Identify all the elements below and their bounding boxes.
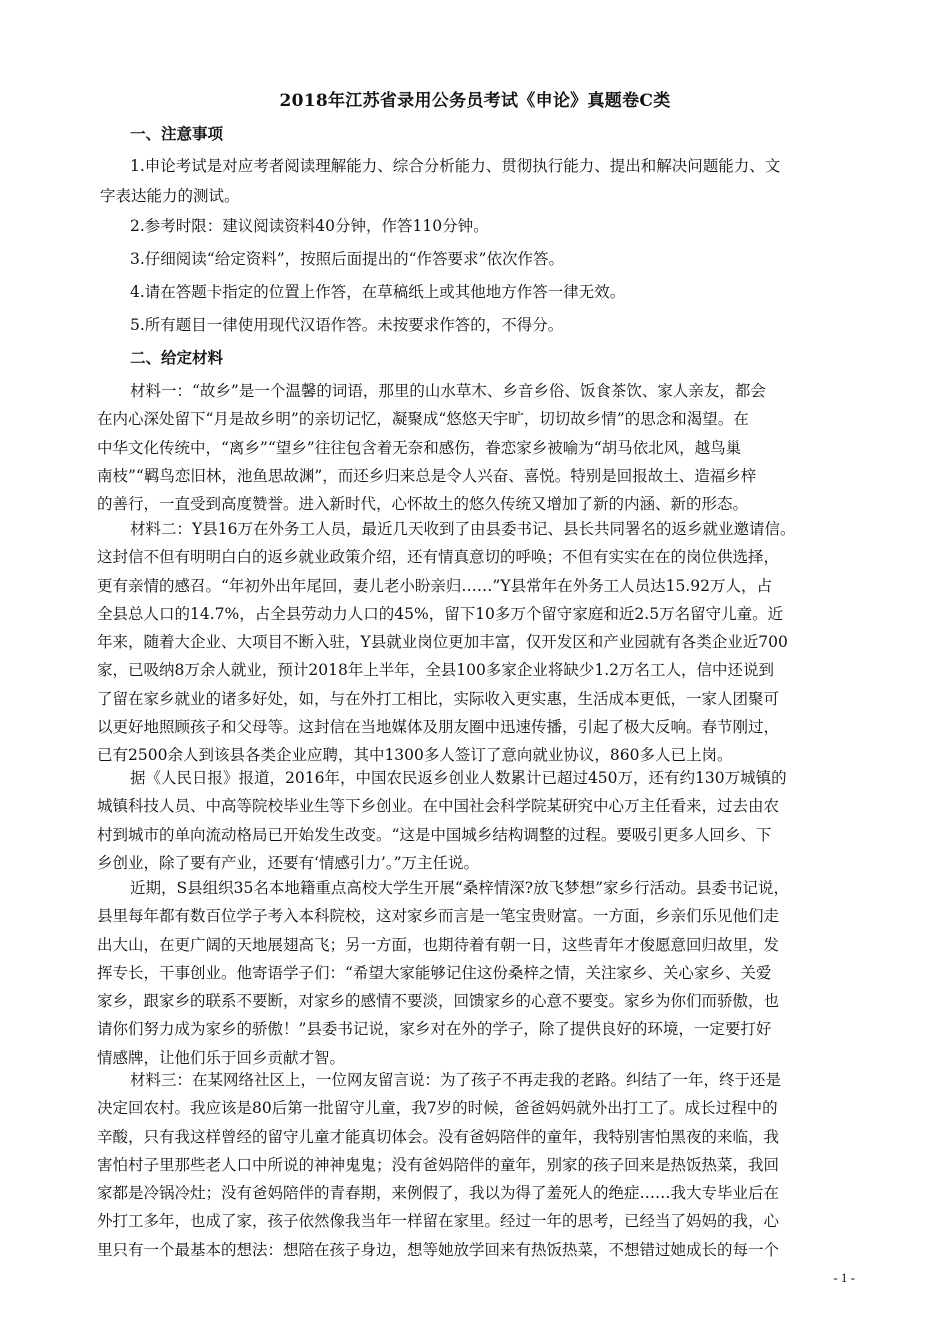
notice-item-text: 2.参考时限：建议阅读资料40分钟，作答110分钟。 xyxy=(130,217,489,235)
notice-item-text-cont: 字表达能力的测试。 xyxy=(100,187,240,205)
paragraph-line: 家乡，跟家乡的联系不要断，对家乡的感情不要淡，回馈家乡的心意不要变。家乡为你们而骄傲，也 xyxy=(97,992,780,1011)
notice-item-text: 3.仔细阅读“给定资料”，按照后面提出的“作答要求”依次作答。 xyxy=(130,250,564,268)
notice-item-1 xyxy=(100,151,850,211)
paragraph-line: 挥专长，干事创业。他寄语学子们：“希望大家能够记住这份桑梓之情，关注家乡、关心家乡、关爱 xyxy=(97,963,772,982)
paragraph-line: 材料三：在某网络社区上，一位网友留言说：为了孩子不再走我的老路。纠结了一年，终于还是 xyxy=(130,1071,782,1089)
paragraph-line: 了留在家乡就业的诸多好处，如，与在外打工相比，实际收入更实惠，生活成本更低，一家人团聚可 xyxy=(97,689,780,708)
paragraph-line: 更有亲情的感召。“年初外出年尾回，妻儿老小盼亲归……”Y县常年在外务工人员达15.92万人，占 xyxy=(97,576,772,595)
notice-item-text: 4.请在答题卡指定的位置上作答，在草稿纸上或其他地方作答一律无效。 xyxy=(130,283,626,301)
section-heading-notes: 一、注意事项 xyxy=(130,124,224,143)
paragraph-line: 家，已吸纳8万余人就业，预计2018年上半年，全县100多家企业将缺少1.2万名工人，信中还说到 xyxy=(97,661,775,680)
material-paragraph-2 xyxy=(97,515,855,770)
paragraph-line: 外打工多年，也成了家，孩子依然像我当年一样留在家里。经过一年的思考，已经当了妈妈的我，心 xyxy=(97,1212,780,1231)
paragraph-line: 害怕村子里那些老人口中所说的神神鬼鬼；没有爸妈陪伴的童年，别家的孩子回来是热饭热菜，我回 xyxy=(97,1155,780,1174)
page-number: - 1 - xyxy=(833,1270,855,1285)
notice-item-text: 1.申论考试是对应考者阅读理解能力、综合分析能力、贯彻执行能力、提出和解决问题能力、文 xyxy=(130,157,781,175)
paragraph-line: 出大山，在更广阔的天地展翅高飞；另一方面，也期待着有朝一日，这些青年才俊愿意回归故里，发 xyxy=(97,935,780,954)
paragraph-line: 据《人民日报》报道，2016年，中国农民返乡创业人数累计已超过450万，还有约130万城镇的 xyxy=(130,769,787,787)
paragraph-line: 已有2500余人到该县各类企业应聘，其中1300多人签订了意向就业协议，860多人已上岗。 xyxy=(97,746,733,765)
paragraph-line: 南枝”“羁鸟恋旧林，池鱼思故渊”，而还乡归来总是令人兴奋、喜悦。特别是回报故土、造福乡梓 xyxy=(97,466,757,485)
paragraph-line: 这封信不但有明明白白的返乡就业政策介绍，还有情真意切的呼唤；不但有实实在在的岗位供选择， xyxy=(97,548,780,567)
paragraph-line: 情感牌，让他们乐于回乡贡献才智。 xyxy=(97,1048,346,1067)
paragraph-line: 材料一：“故乡”是一个温馨的词语，那里的山水草木、乡音乡俗、饭食茶饮、家人亲友，都会 xyxy=(130,382,766,400)
paragraph-line: 里只有一个最基本的想法：想陪在孩子身边，想等她放学回来有热饭热菜，不想错过她成长的每一个 xyxy=(97,1240,780,1259)
paragraph-line: 决定回农村。我应该是80后第一批留守儿童，我7岁的时候，爸爸妈妈就外出打工了。成长过程中的 xyxy=(97,1099,778,1118)
paragraph-line: 的善行，一直受到高度赞誉。进入新时代，心怀故土的悠久传统又增加了新的内涵、新的形态。 xyxy=(97,495,749,514)
paragraph-line: 在内心深处留下“月是故乡明”的亲切记忆，凝聚成“悠悠天宇旷，切切故乡情”的思念和渴望。在 xyxy=(97,410,749,429)
notice-item-2 xyxy=(100,211,850,241)
material-paragraph-1 xyxy=(97,377,855,518)
paragraph-line: 家都是冷锅冷灶；没有爸妈陪伴的青春期，来例假了，我以为得了羞死人的绝症……我大专毕业后在 xyxy=(97,1184,780,1203)
section-heading-materials: 二、给定材料 xyxy=(130,348,224,367)
paragraph-line: 乡创业，除了要有产业，还要有‘情感引力’。”万主任说。 xyxy=(97,853,480,872)
paragraph-line: 城镇科技人员、中高等院校毕业生等下乡创业。在中国社会科学院某研究中心万主任看来，过去由农 xyxy=(97,797,780,816)
material-paragraph-4 xyxy=(97,874,855,1072)
paragraph-line: 辛酸，只有我这样曾经的留守儿童才能真切体会。没有爸妈陪伴的童年，我特别害怕黑夜的来临，我 xyxy=(97,1127,780,1146)
paragraph-line: 村到城市的单向流动格局已开始发生改变。“这是中国城乡结构调整的过程。要吸引更多人回乡、下 xyxy=(97,825,772,844)
notice-item-5 xyxy=(100,310,850,340)
paragraph-line: 请你们努力成为家乡的骄傲！”县委书记说，家乡对在外的学子，除了提供良好的环境，一定要打好 xyxy=(97,1020,772,1039)
document-title: 2018年江苏省录用公务员考试《申论》真题卷C类 xyxy=(279,91,671,111)
paragraph-line: 以更好地照顾孩子和父母等。这封信在当地媒体及朋友圈中迅速传播，引起了极大反响。春节刚过， xyxy=(97,718,780,737)
paragraph-line: 近期，S县组织35名本地籍重点高校大学生开展“桑梓情深?放飞梦想”家乡行活动。县委书记说， xyxy=(130,879,790,897)
paragraph-line: 县里每年都有数百位学子考入本科院校，这对家乡而言是一笔宝贵财富。一方面，乡亲们乐见他们走 xyxy=(97,907,780,926)
paragraph-line: 材料二：Y县16万在外务工人员，最近几天收到了由县委书记、县长共同署名的返乡就业邀请信。 xyxy=(130,520,796,538)
material-paragraph-3 xyxy=(97,764,855,877)
material-paragraph-5 xyxy=(97,1066,855,1264)
paragraph-line: 中华文化传统中，“离乡”“望乡”往往包含着无奈和感伤，眷恋家乡被喻为“胡马依北风，越鸟巢 xyxy=(97,438,742,457)
paragraph-line: 全县总人口的14.7%，占全县劳动力人口的45%，留下10多万个留守家庭和近2.5万名留守儿童。近 xyxy=(97,604,784,623)
notice-item-text: 5.所有题目一律使用现代汉语作答。未按要求作答的，不得分。 xyxy=(130,316,564,334)
notice-item-4 xyxy=(100,277,850,307)
paragraph-line: 年来，随着大企业、大项目不断入驻，Y县就业岗位更加丰富，仅开发区和产业园就有各类企业近700 xyxy=(97,633,788,652)
notice-item-3 xyxy=(100,244,850,274)
